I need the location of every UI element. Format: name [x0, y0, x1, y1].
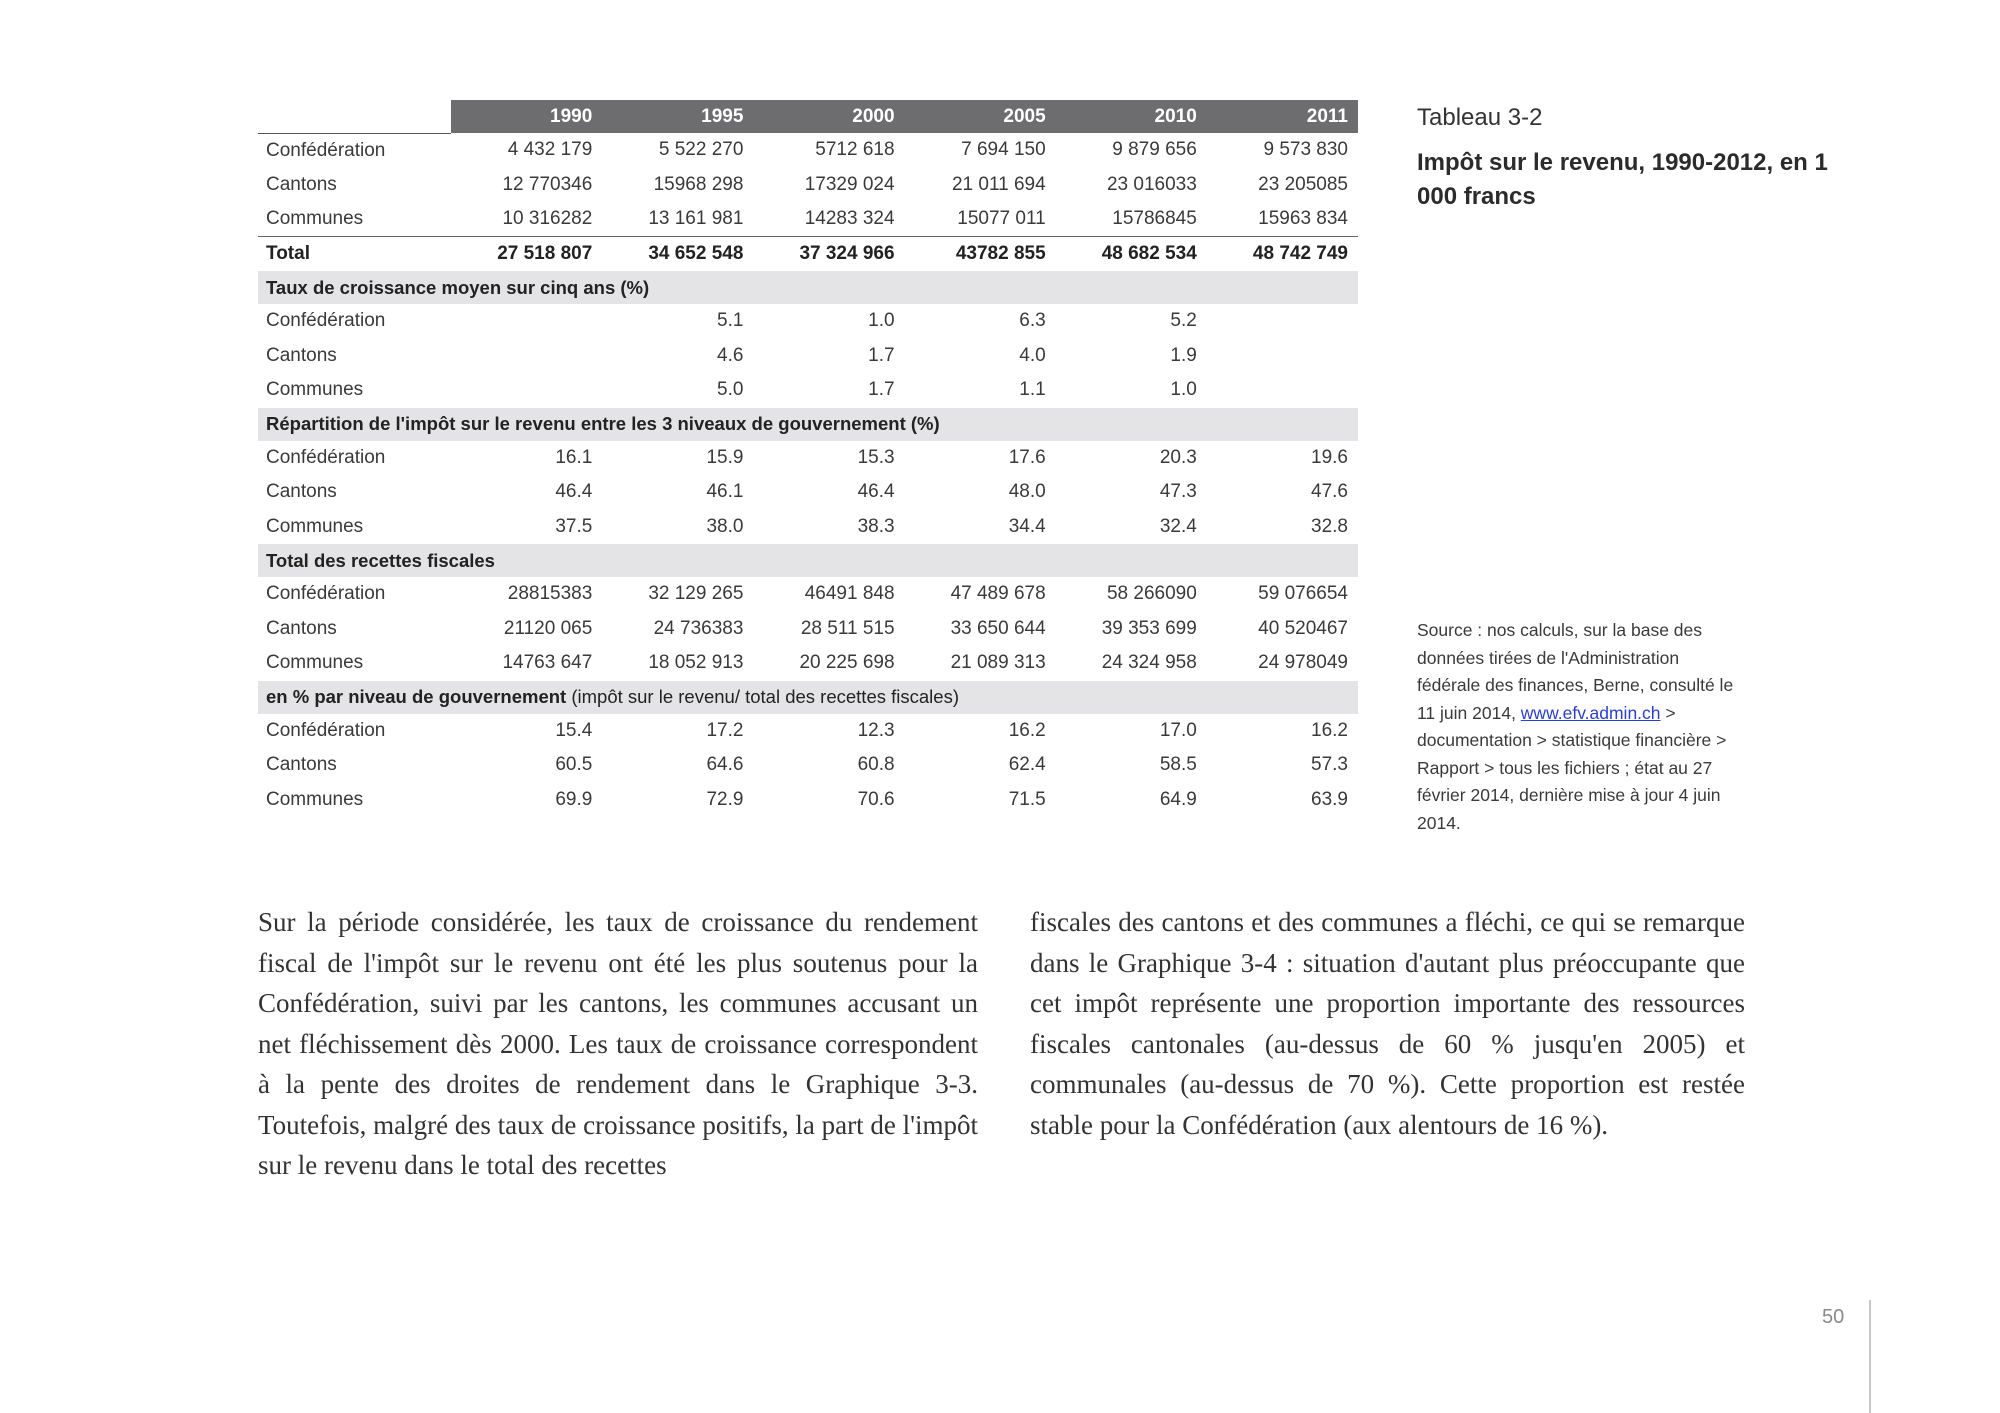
table-cell: 17.6 [1008, 446, 1046, 468]
table-cell: 5.0 [717, 379, 744, 401]
table-cell: 18 052 913 [648, 652, 744, 674]
section-title: Taux de croissance moyen sur cinq ans (%) [266, 276, 650, 298]
table-cell [451, 339, 602, 374]
source-note [1417, 617, 1747, 837]
table-cell: 13 161 981 [648, 208, 744, 229]
header-corner [258, 100, 451, 133]
section-header-row [258, 544, 1358, 577]
table-caption [1417, 104, 1837, 214]
table-row [258, 714, 1358, 749]
table-title: Impôt sur le revenu, 1990-2012, en 1 000 francs [1417, 149, 1828, 210]
table-cell: 1.9 [1170, 344, 1197, 366]
table-cell: 37 324 966 [753, 237, 904, 272]
table-cell: 6.3 [1019, 310, 1046, 332]
table-cell: 46.1 [706, 481, 744, 503]
table-cell: 34.4 [1008, 515, 1046, 537]
table-row [258, 510, 1358, 545]
table-cell: 1.0 [1170, 379, 1197, 401]
table-cell: 1.7 [868, 379, 895, 401]
body-text-right-column: fiscales des cantons et des communes a fléchi, ce qui se remarque dans le Graphique 3-4 : situation d'autant plus préoccupante que cet impôt représente une proportion importante des ressources fiscales cantonales (au-dessus de 60 % jusqu'en 2005) et communales (au-dessus de 70 %). Cette proportion est restée stable pour la Confédération (aux alentours de 16 %). [1030, 907, 1745, 1140]
table-row [258, 304, 1358, 339]
table-cell: 64.6 [706, 754, 744, 776]
table-cell: 14283 324 [804, 208, 895, 229]
table-cell: 58.5 [1159, 754, 1197, 776]
table-cell: 12 770346 [502, 173, 593, 195]
table-cell: 47 489 678 [950, 583, 1046, 605]
table-number-label: Tableau 3-2 [1417, 104, 1543, 131]
table-cell: 19.6 [1311, 446, 1348, 468]
table-cell: 38.3 [857, 515, 895, 537]
table-cell: 24 978049 [1258, 652, 1348, 674]
section-title-cell [258, 681, 1358, 714]
total-row [258, 237, 1358, 272]
table-cell: 37.5 [555, 515, 593, 537]
table-cell: 16.2 [1311, 719, 1348, 741]
table-cell [1207, 304, 1358, 339]
table-cell [451, 304, 602, 339]
table-cell: 47.3 [1159, 481, 1197, 503]
row-label: Confédération [266, 139, 386, 161]
section-header-row [258, 681, 1358, 714]
row-label: Communes [266, 788, 364, 810]
table-cell: 15.3 [857, 446, 895, 468]
table-cell: 21 011 694 [951, 173, 1046, 195]
source-text-after: > documentation > statistique financière > Rapport > tous les fichiers ; état au 27 février 2014, dernière mise à jour 4 juin 2014. [1417, 702, 1727, 833]
section-title: Total des recettes fiscales [266, 549, 495, 571]
table-cell [451, 373, 602, 408]
table-cell: 32.8 [1311, 515, 1348, 537]
table-cell: 47.6 [1311, 481, 1348, 503]
row-label: Confédération [266, 719, 386, 741]
row-label: Total [258, 237, 451, 272]
table-cell: 46.4 [857, 481, 895, 503]
table-cell: 17.0 [1159, 719, 1197, 741]
table-cell: 39 353 699 [1101, 617, 1197, 639]
row-label: Confédération [266, 583, 386, 605]
table-cell: 5 522 270 [658, 139, 744, 161]
table-cell: 62.4 [1008, 754, 1046, 776]
table-cell: 38.0 [706, 515, 744, 537]
table-cell: 17.2 [706, 719, 744, 741]
table-cell: 23 205085 [1258, 173, 1348, 195]
row-label: Cantons [266, 754, 337, 776]
table-cell: 15.9 [706, 446, 744, 468]
body-text-left-column: Sur la période considérée, les taux de croissance du rendement fiscal de l'impôt sur le revenu ont été les plus soutenus pour la Confédération, suivi par les cantons, les communes accusant un net fléchissement dès 2000. Les taux de croissance correspondent à la pente des droites de rendement dans le Graphique 3-3. Toutefois, malgré des taux de croissance positifs, la part de l'impôt sur le revenu dans le total des recettes [258, 907, 978, 1180]
year-header-1990: 1990 [451, 100, 602, 133]
table-cell: 48 742 749 [1207, 237, 1358, 272]
table-row [258, 339, 1358, 374]
row-label: Cantons [266, 344, 337, 366]
table-cell: 58 266090 [1106, 583, 1197, 605]
year-header-2005: 2005 [905, 100, 1056, 133]
table-cell: 20.3 [1159, 446, 1197, 468]
row-label: Communes [266, 379, 364, 401]
table-cell: 40 520467 [1258, 617, 1348, 639]
table-row [258, 612, 1358, 647]
table-cell: 9 573 830 [1263, 139, 1348, 161]
table-row [258, 202, 1358, 237]
table-cell: 27 518 807 [451, 237, 602, 272]
income-tax-table [258, 100, 1358, 817]
table-row [258, 475, 1358, 510]
section-title: en % par niveau de gouvernement [266, 686, 567, 707]
table-cell: 23 016033 [1106, 173, 1197, 195]
section-title-note: (impôt sur le revenu/ total des recettes fiscales) [566, 686, 959, 707]
row-label: Cantons [266, 481, 337, 503]
table-cell: 24 736383 [653, 617, 744, 639]
table-cell: 7 694 150 [961, 139, 1046, 161]
table-cell: 48.0 [1008, 481, 1046, 503]
table-cell: 28815383 [507, 583, 593, 605]
table-cell: 21 089 313 [950, 652, 1046, 674]
year-header-2000: 2000 [753, 100, 904, 133]
table-cell: 9 879 656 [1112, 139, 1197, 161]
table-row [258, 373, 1358, 408]
table-cell: 1.0 [868, 310, 895, 332]
table-cell: 21120 065 [503, 617, 593, 639]
section-header-row [258, 408, 1358, 441]
table-cell: 10 316282 [502, 208, 593, 229]
section-title: Répartition de l'impôt sur le revenu entre les 3 niveaux de gouvernement (%) [266, 413, 940, 434]
table-cell: 64.9 [1159, 788, 1197, 810]
income-tax-table-container [258, 100, 1358, 817]
table-cell: 43782 855 [905, 237, 1056, 272]
table-cell: 28 511 515 [800, 617, 895, 639]
table-cell: 69.9 [555, 788, 593, 810]
table-cell: 4.0 [1019, 344, 1046, 366]
table-cell: 60.5 [555, 754, 593, 776]
table-cell: 12.3 [857, 719, 895, 741]
table-cell: 59 076654 [1258, 583, 1348, 605]
row-label: Communes [266, 652, 364, 674]
table-cell [1207, 339, 1358, 374]
source-text-before: Source : nos calculs, sur la base des données tirées de l'Administration fédérale des finances, Berne, consulté le 11 juin 2014, [1417, 620, 1734, 723]
table-cell: 1.1 [1019, 379, 1046, 401]
table-cell: 16.2 [1008, 719, 1046, 741]
year-header-1995: 1995 [602, 100, 753, 133]
table-cell: 5712 618 [815, 139, 895, 161]
page-margin-rule [1869, 1300, 1871, 1413]
table-cell: 1.7 [868, 344, 895, 366]
row-label: Cantons [266, 173, 337, 195]
table-cell: 34 652 548 [602, 237, 753, 272]
table-cell: 16.1 [555, 446, 593, 468]
table-cell: 71.5 [1008, 788, 1046, 810]
source-link[interactable]: www.efv.admin.ch [1520, 702, 1661, 723]
table-cell [1207, 373, 1358, 408]
page-number: 50 [1822, 1306, 1845, 1328]
table-cell: 32.4 [1159, 515, 1197, 537]
table-cell: 63.9 [1311, 788, 1348, 810]
table-cell: 4 432 179 [507, 139, 593, 161]
table-cell: 17329 024 [804, 173, 895, 195]
table-cell: 15.4 [555, 719, 593, 741]
table-cell: 15968 298 [653, 173, 744, 195]
table-cell: 46.4 [555, 481, 593, 503]
table-row [258, 577, 1358, 612]
table-cell: 33 650 644 [950, 617, 1046, 639]
section-title-cell [258, 408, 1358, 441]
row-label: Communes [266, 515, 364, 537]
table-row [258, 133, 1358, 168]
row-label: Confédération [266, 310, 386, 332]
table-cell: 15786845 [1112, 208, 1197, 229]
table-cell: 72.9 [706, 788, 744, 810]
table-cell: 60.8 [857, 754, 895, 776]
table-cell: 32 129 265 [648, 583, 744, 605]
table-cell: 20 225 698 [799, 652, 895, 674]
table-cell: 4.6 [717, 344, 744, 366]
table-row [258, 646, 1358, 681]
table-header-row [258, 100, 1358, 133]
table-cell: 48 682 534 [1056, 237, 1207, 272]
table-cell: 5.1 [717, 310, 744, 332]
table-row [258, 441, 1358, 476]
table-row [258, 168, 1358, 203]
row-label: Confédération [266, 446, 386, 468]
table-cell: 57.3 [1311, 754, 1348, 776]
row-label: Communes [266, 208, 364, 229]
table-cell: 15963 834 [1258, 208, 1348, 229]
table-cell: 15077 011 [957, 208, 1046, 229]
table-cell: 70.6 [857, 788, 895, 810]
row-label: Cantons [266, 617, 337, 639]
section-title-cell [258, 271, 1358, 304]
section-header-row [258, 271, 1358, 304]
table-cell: 46491 848 [804, 583, 895, 605]
year-header-2011: 2011 [1207, 100, 1358, 133]
section-title-cell [258, 544, 1358, 577]
table-body [258, 133, 1358, 817]
table-row [258, 748, 1358, 783]
year-header-2010: 2010 [1056, 100, 1207, 133]
table-cell: 14763 647 [502, 652, 593, 674]
table-cell: 24 324 958 [1101, 652, 1197, 674]
table-row [258, 783, 1358, 818]
table-cell: 5.2 [1170, 310, 1197, 332]
